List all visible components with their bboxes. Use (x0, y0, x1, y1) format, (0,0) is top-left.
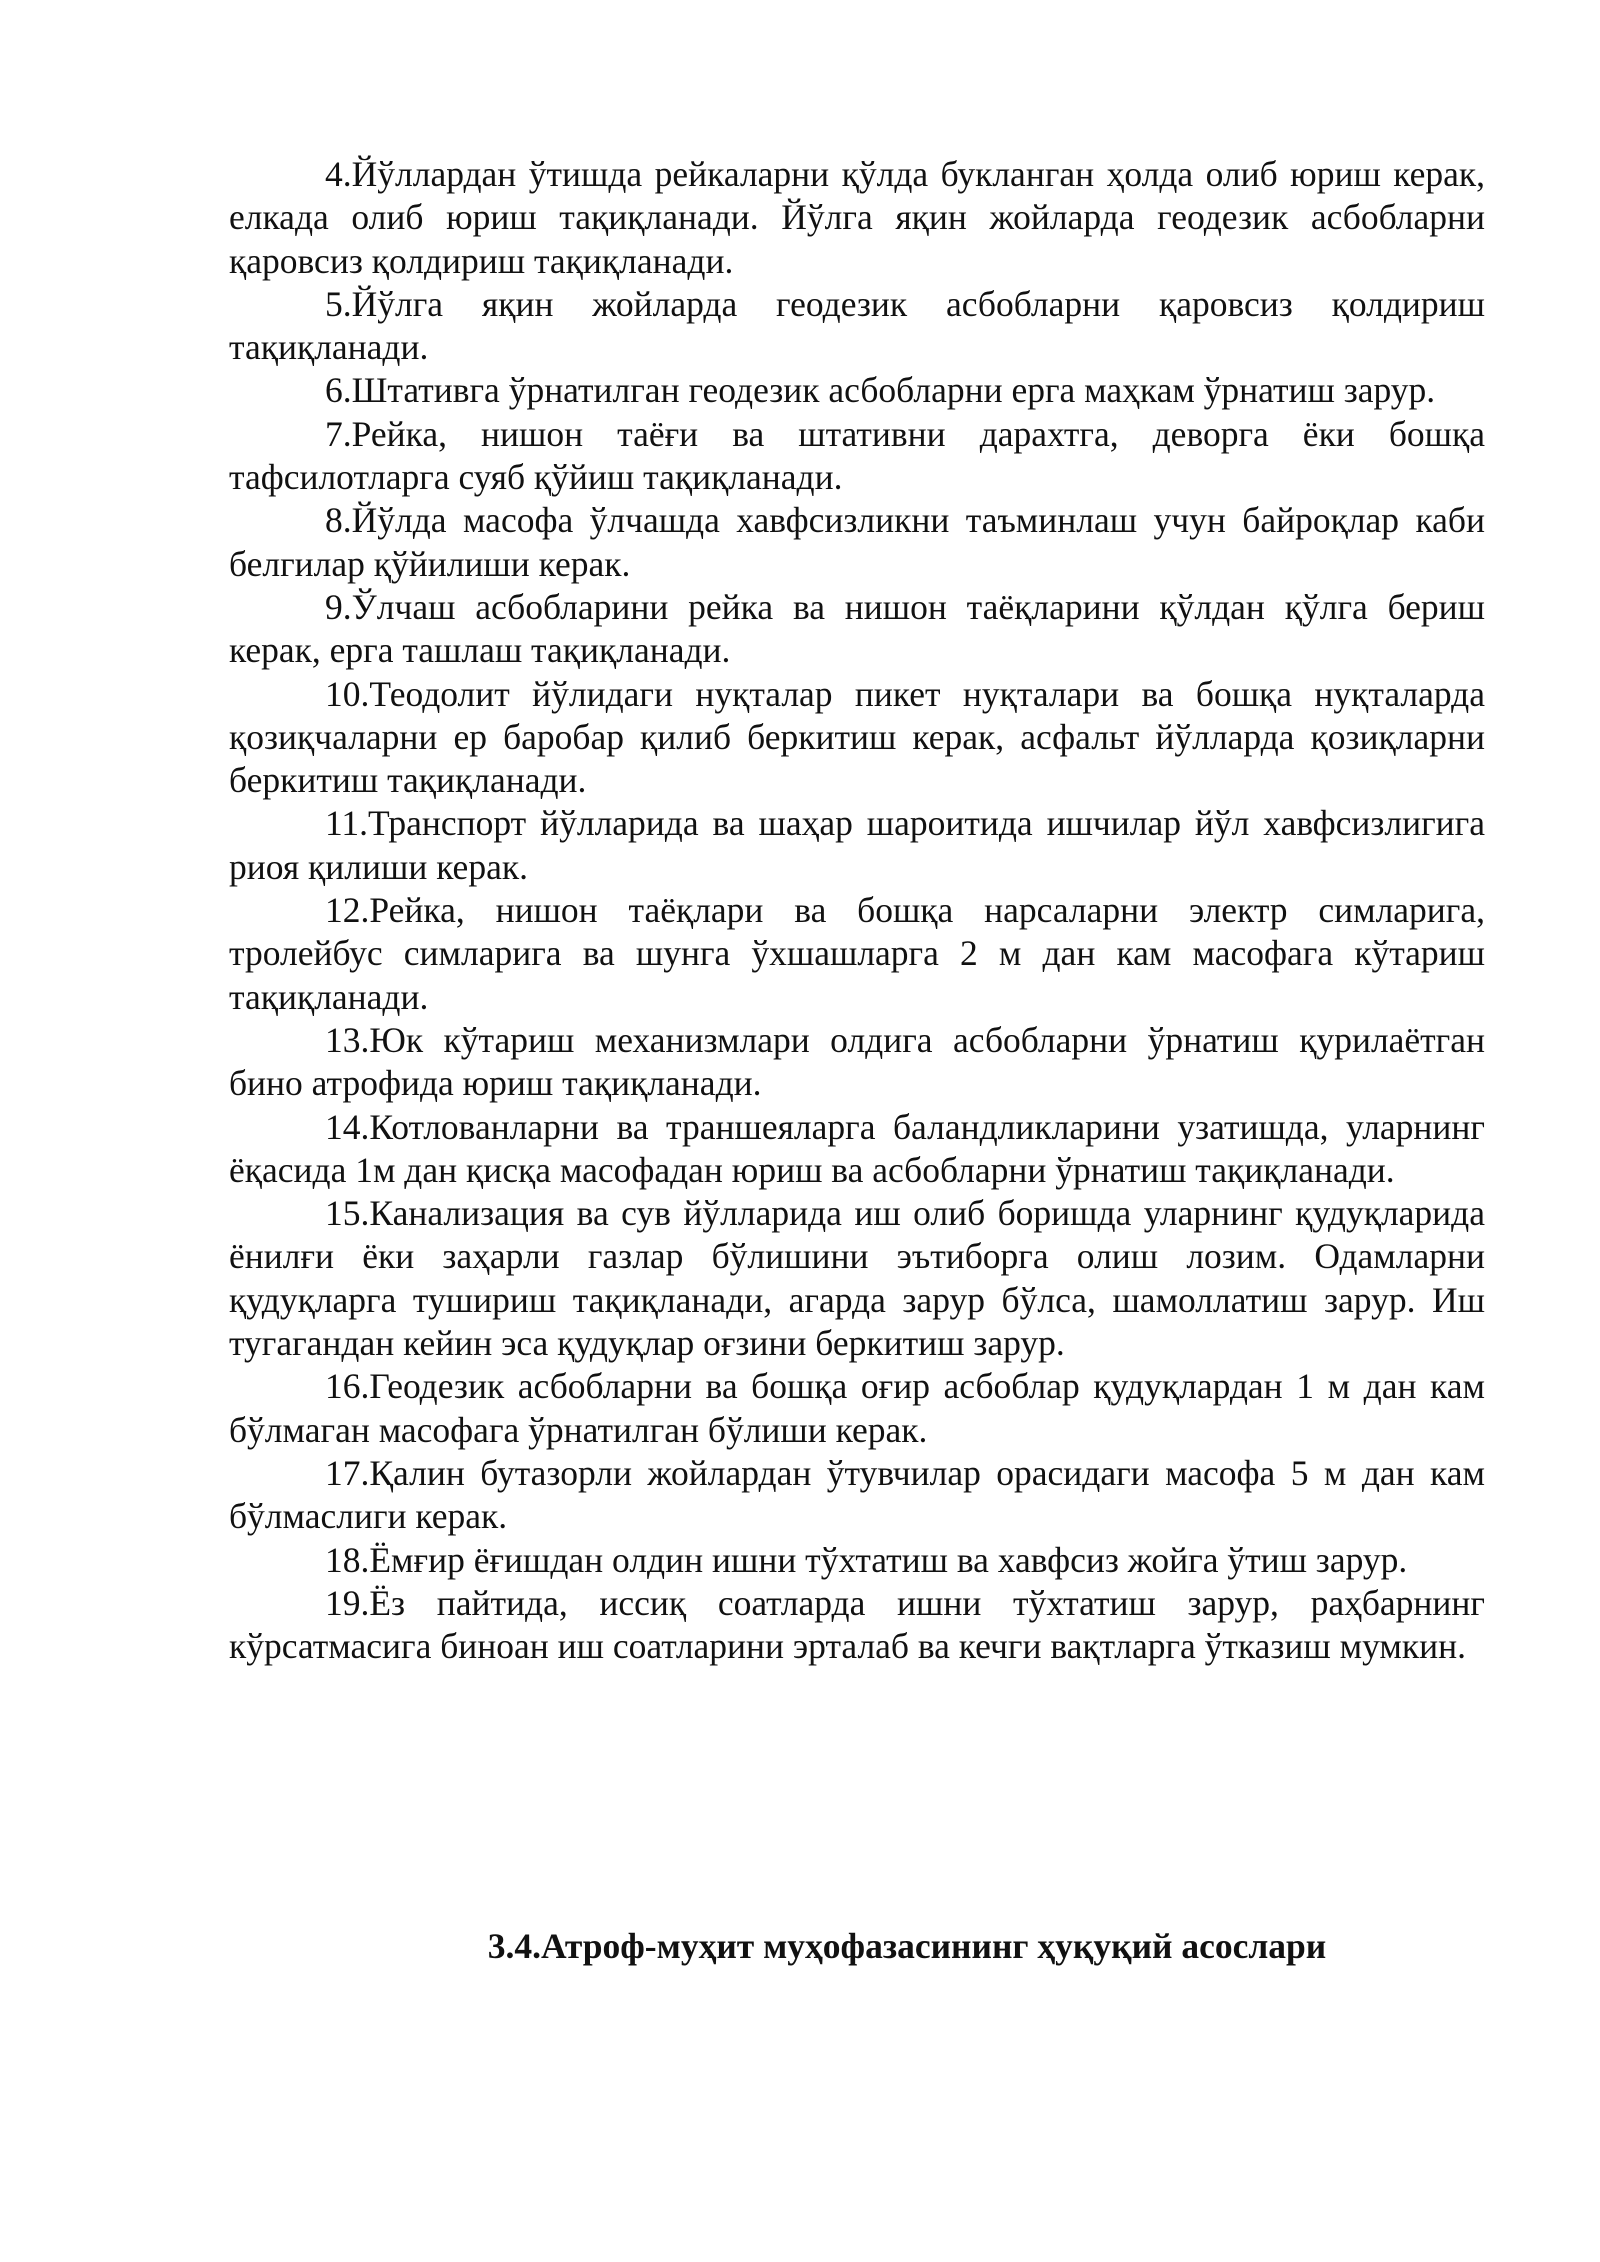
list-item: 12.Рейка, нишон таёқлари ва бошқа нарсаларни электр симларига, тролейбус симларига ва шунга ўхшашларга 2 м дан кам масофага кўтариш тақиқланади. (229, 890, 1485, 1017)
list-item: 5.Йўлга яқин жойларда геодезик асбобларни қаровсиз қолдириш тақиқланади. (229, 283, 1485, 368)
list-item: 16.Геодезик асбобларни ва бошқа оғир асбоблар қудуқлардан 1 м дан кам бўлмаган масофага ўрнатилган бўлиши керак. (229, 1366, 1485, 1450)
list-item: 18.Ёмғир ёғишдан олдин ишни тўхтатиш ва хавфсиз жойга ўтиш зарур. (325, 1539, 1408, 1580)
list-item: 9.Ўлчаш асбобларини рейка ва нишон таёқларини қўлдан қўлга бериш керак, ерга ташлаш тақиқланади. (229, 586, 1485, 671)
document-body (229, 153, 1485, 1668)
list-item: 19.Ёз пайтида, иссиқ соатларда ишни тўхтатиш зарур, раҳбарнинг кўрсатмасига биноан иш соатларини эрталаб ва кечги вақтларга ўтказиш мумкин. (229, 1582, 1485, 1667)
list-item: 4.Йўллардан ўтишда рейкаларни қўлда букланган ҳолда олиб юриш керак, елкада олиб юриш тақиқланади. Йўлга яқин жойларда геодезик асбобларни қаровсиз қолдириш тақиқланади. (229, 154, 1485, 281)
list-item: 7.Рейка, нишон таёғи ва штативни дарахтга, деворга ёки бошқа тафсилотларга суяб қўйиш тақиқланади. (229, 413, 1485, 498)
section-heading: 3.4.Атроф-муҳит муҳофазасининг ҳуқуқий асослари (487, 1926, 1327, 1966)
list-item: 6.Штативга ўрнатилган геодезик асбобларни ерга маҳкам ўрнатиш зарур. (325, 370, 1436, 411)
list-item: 14.Котлованларни ва траншеяларга баландликларини узатишда, уларнинг ёқасида 1м дан қисқа масофадан юриш ва асбобларни ўрнатиш тақиқланади. (229, 1106, 1485, 1190)
list-item: 13.Юк кўтариш механизмлари олдига асбобларни ўрнатиш қурилаётган бино атрофида юриш тақиқланади. (229, 1019, 1485, 1104)
list-item: 17.Қалин бутазорли жойлардан ўтувчилар орасидаги масофа 5 м дан кам бўлмаслиги керак. (229, 1452, 1485, 1537)
list-item: 10.Теодолит йўлидаги нуқталар пикет нуқталари ва бошқа нуқталарда қозиқчаларни ер баробар қилиб беркитиш керак, асфальт йўлларда қозиқларни беркитиш тақиқланади. (229, 673, 1485, 801)
list-item: 15.Канализация ва сув йўлларида иш олиб боришда уларнинг қудуқларида ёнилғи ёки заҳарли газлар бўлишини эътиборга олиш лозим. Одамларни қудуқларга тушириш тақиқланади, агарда зарур бўлса, шамоллатиш зарур. Иш тугагандан кейин эса қудуқлар оғзини беркитиш зарур. (229, 1193, 1485, 1364)
list-item: 11.Транспорт йўлларида ва шаҳар шароитида ишчилар йўл хавфсизлигига риоя қилиши керак. (229, 803, 1485, 887)
list-item: 8.Йўлда масофа ўлчашда хавфсизликни таъминлаш учун байроқлар каби белгилар қўйилиши керак. (229, 500, 1485, 584)
